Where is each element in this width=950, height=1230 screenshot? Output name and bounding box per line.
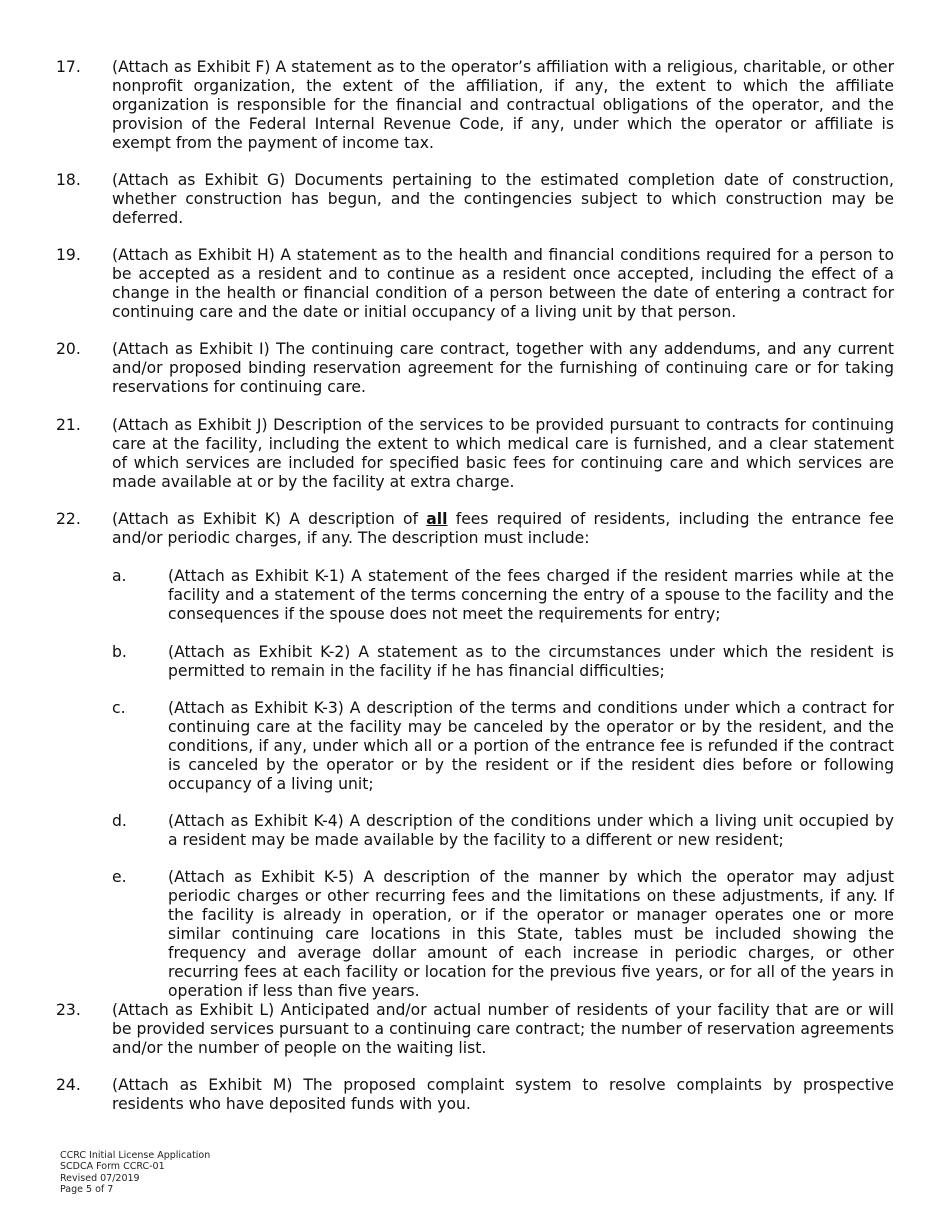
item-text: (Attach as Exhibit L) Anticipated and/or actual number of residents of your facility that are or will be provided services pursuant to a continuing care contract; the number of reservation agreements and/or the number of people on the waiting list. — [112, 1001, 894, 1057]
sub-item-letter: e. — [112, 868, 127, 886]
sub-item-a — [112, 567, 894, 624]
footer-form-id: SCDCA Form CCRC-01 — [60, 1161, 165, 1173]
item-number: 19. — [56, 246, 81, 264]
sub-item-text: (Attach as Exhibit K-3) A description of the terms and conditions under which a contract for continuing care at the facility may be canceled by the operator or by the resident, and the conditions, if any, under which all or a portion of the entrance fee is refunded if the contract is canceled by the operator or by the resident or if the resident dies before or following occupancy of a living unit; — [168, 699, 894, 793]
list-item-18 — [56, 171, 894, 228]
item-number: 23. — [56, 1001, 81, 1019]
sub-item-letter: d. — [112, 812, 127, 830]
sub-item-letter: b. — [112, 643, 127, 661]
item-number: 22. — [56, 510, 81, 528]
list-item-23 — [56, 1001, 894, 1058]
page-footer — [60, 1150, 210, 1196]
item-text-post: fees required of residents, including the entrance fee and/or periodic charges, if any. The description must include: — [112, 510, 894, 547]
list-item-20 — [56, 340, 894, 397]
footer-page-number: Page 5 of 7 — [60, 1184, 114, 1196]
item-text: (Attach as Exhibit F) A statement as to the operator’s affiliation with a religious, charitable, or other nonprofit organization, the extent of the affiliation, if any, the extent to which the affiliate organization is responsible for the financial and contractual obligations of the operator, and the provision of the Federal Internal Revenue Code, if any, under which the operator or affiliate is exempt from the payment of income tax. — [112, 58, 894, 152]
emphasis-all: all — [426, 510, 448, 528]
sub-item-e — [112, 868, 894, 1001]
sub-item-text: (Attach as Exhibit K-4) A description of the conditions under which a living unit occupied by a resident may be made available by the facility to a different or new resident; — [168, 812, 894, 849]
footer-revision: Revised 07/2019 — [60, 1172, 140, 1184]
item-number: 20. — [56, 340, 81, 358]
list-item-19 — [56, 246, 894, 322]
item-text: (Attach as Exhibit J) Description of the services to be provided pursuant to contracts for continuing care at the facility, including the extent to which medical care is furnished, and a clear statement of which services are included for specified basic fees for continuing care and which services are made available at or by the facility at extra charge. — [112, 416, 894, 491]
list-item-21 — [56, 416, 894, 492]
sub-item-b — [112, 643, 894, 681]
item-text: (Attach as Exhibit M) The proposed complaint system to resolve complaints by prospective residents who have deposited funds with you. — [112, 1076, 894, 1113]
sub-item-c — [112, 699, 894, 794]
item-text: (Attach as Exhibit I) The continuing care contract, together with any addendums, and any current and/or proposed binding reservation agreement for the furnishing of continuing care or for taking reservations for continuing care. — [112, 340, 894, 396]
sub-item-letter: c. — [112, 699, 126, 717]
item-text: (Attach as Exhibit H) A statement as to the health and financial conditions required for a person to be accepted as a resident and to continue as a resident once accepted, including the effect of a change in the health or financial condition of a person between the date of entering a contract for continuing care and the date or initial occupancy of a living unit by that person. — [112, 246, 894, 321]
sub-item-d — [112, 812, 894, 850]
item-text — [112, 510, 894, 548]
sub-item-text: (Attach as Exhibit K-1) A statement of the fees charged if the resident marries while at the facility and a statement of the terms concerning the entry of a spouse to the facility and the consequences if the spouse does not meet the requirements for entry; — [168, 567, 894, 623]
sub-item-text: (Attach as Exhibit K-2) A statement as to the circumstances under which the resident is permitted to remain in the facility if he has financial difficulties; — [168, 643, 894, 680]
sub-item-letter: a. — [112, 567, 127, 585]
item-number: 21. — [56, 416, 81, 434]
item-number: 17. — [56, 58, 81, 76]
item-number: 24. — [56, 1076, 81, 1094]
item-text-pre: (Attach as Exhibit K) A description of — [112, 510, 427, 528]
list-item-22 — [56, 510, 894, 548]
item-text: (Attach as Exhibit G) Documents pertaining to the estimated completion date of construction, whether construction has begun, and the contingencies subject to which construction may be deferred. — [112, 171, 894, 227]
list-item-17 — [56, 58, 894, 153]
footer-form-title: CCRC Initial License Application — [60, 1150, 211, 1161]
list-item-24 — [56, 1076, 894, 1114]
sub-item-text: (Attach as Exhibit K-5) A description of the manner by which the operator may adjust periodic charges or other recurring fees and the limitations on these adjustments, if any. If the facility is already in operation, or if the operator or manager operates one or more similar continuing care locations in this State, tables must be included showing the frequency and average dollar amount of each increase in periodic charges, or other recurring fees at each facility or location for the previous five years, or for all of the years in operation if less than five years. — [168, 868, 894, 1000]
item-number: 18. — [56, 171, 81, 189]
